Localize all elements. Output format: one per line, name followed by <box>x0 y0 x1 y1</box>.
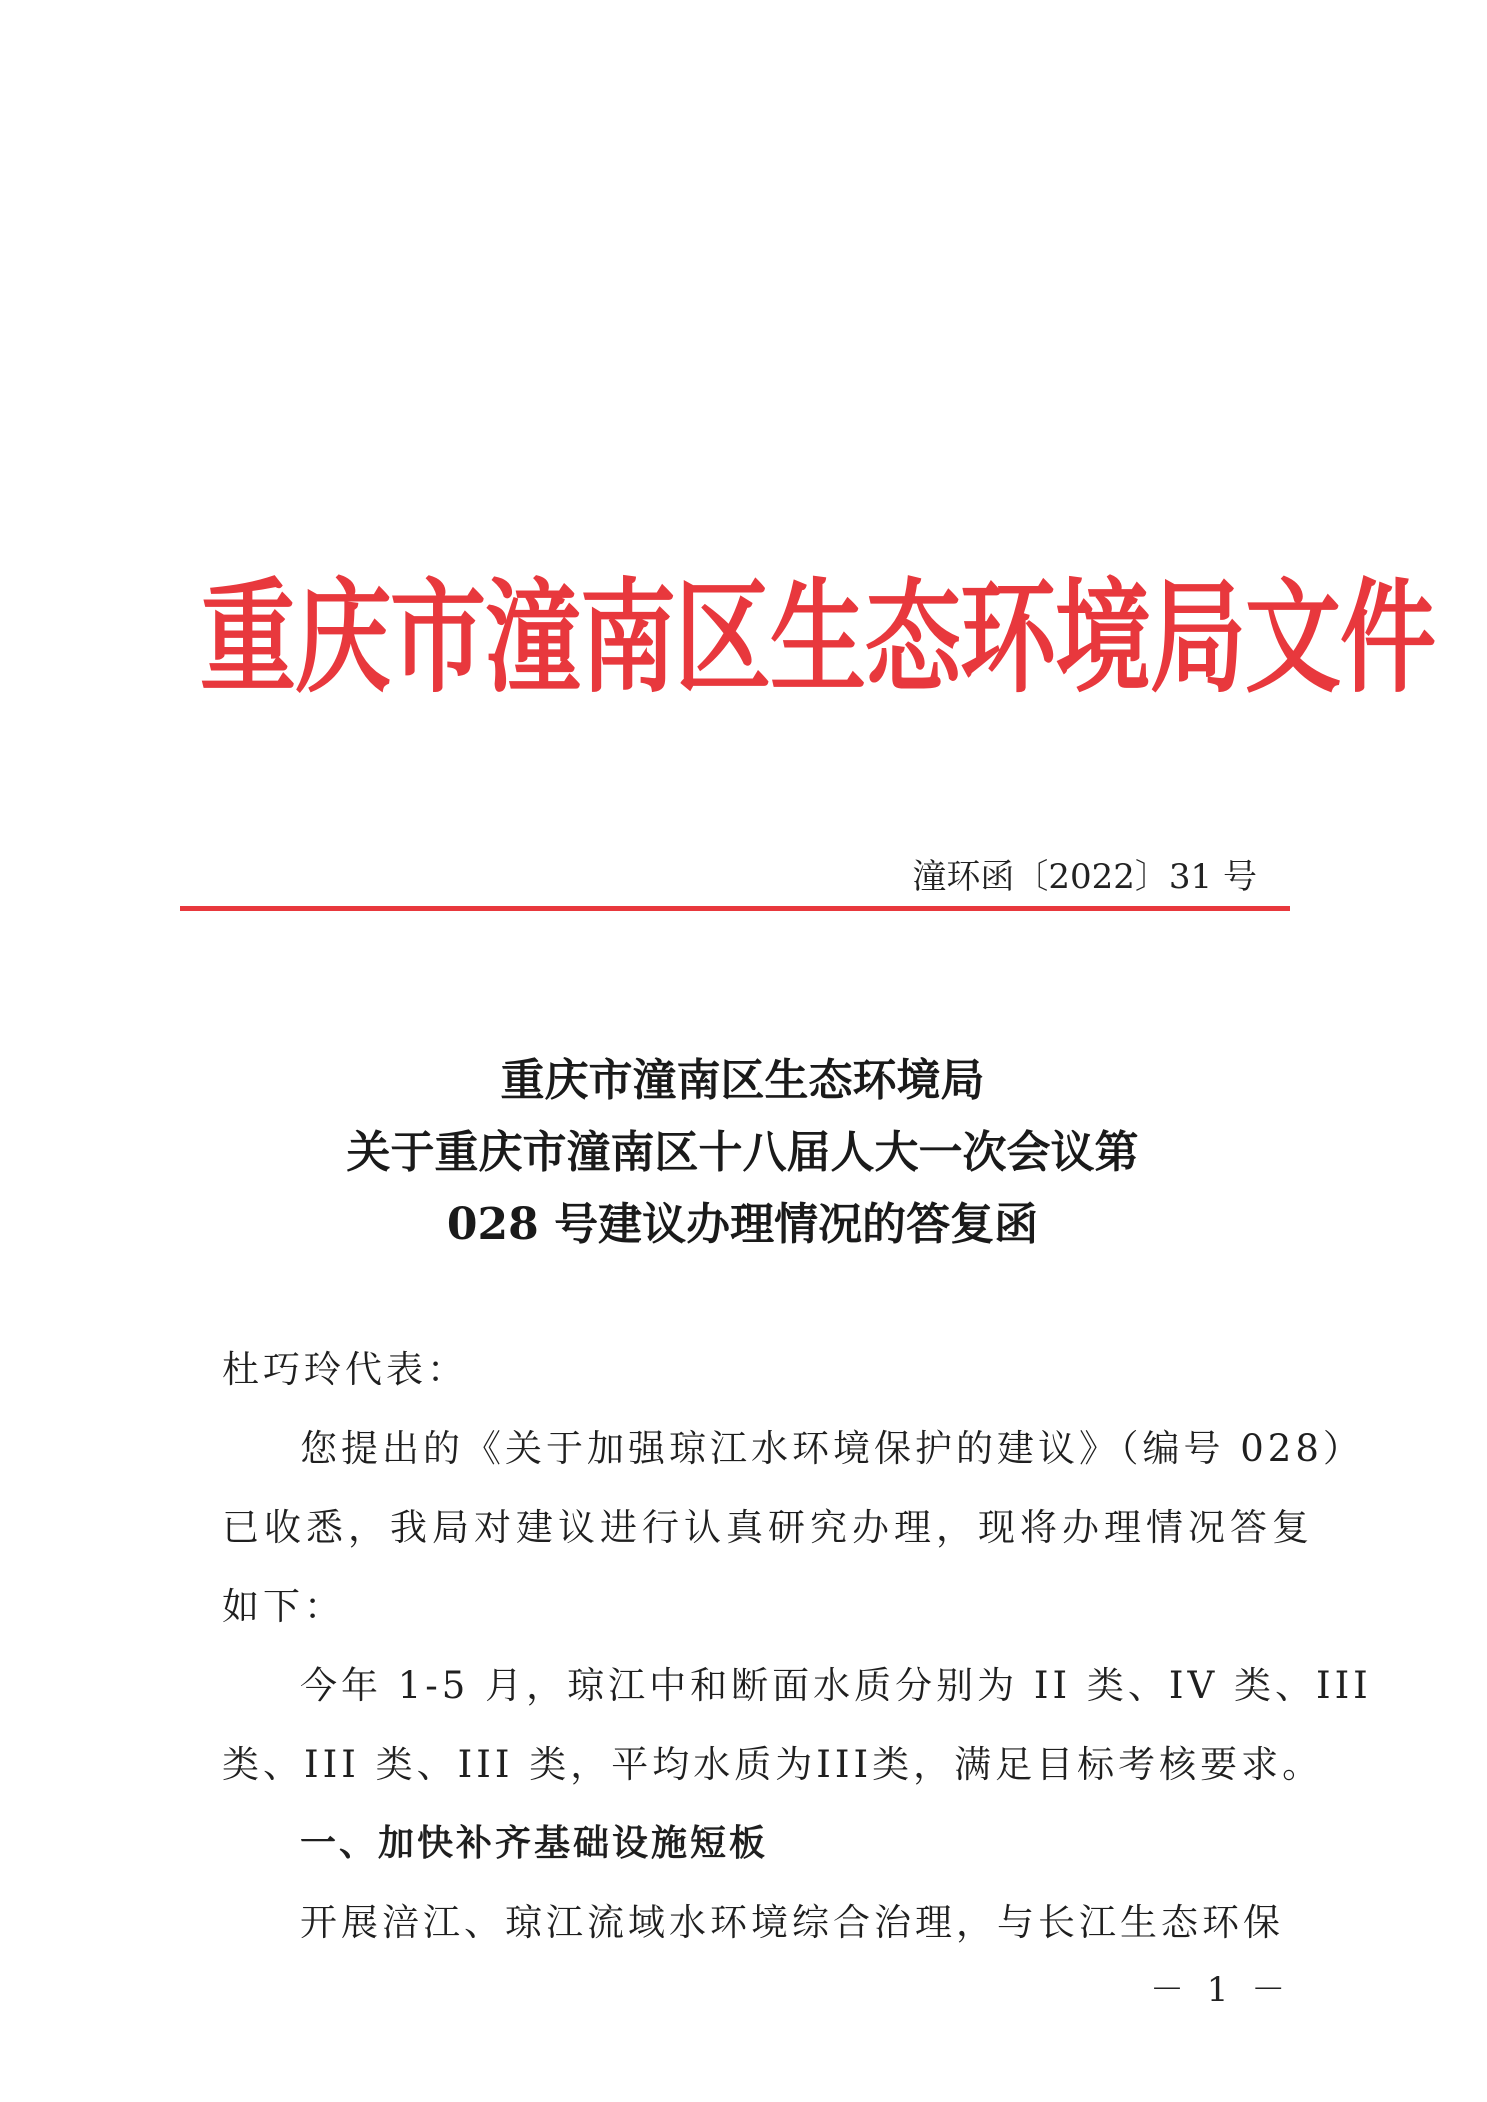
page-number: － 1 － <box>1150 1970 1292 2010</box>
red-header-title: 重庆市潼南区生态环境局文件 <box>200 566 1435 710</box>
paragraph-1-line-3: 如下： <box>222 1585 345 1628</box>
document-title-line-3: 028 号建议办理情况的答复函 <box>446 1199 1039 1250</box>
document-title-line-1: 重庆市潼南区生态环境局 <box>500 1055 985 1106</box>
document-title <box>180 1045 1305 1261</box>
paragraph-1-line-1: 您提出的《关于加强琼江水环境保护的建议》（编号 028） <box>300 1427 1364 1470</box>
paragraph-2-line-1: 今年 1-5 月，琼江中和断面水质分别为 II 类、IV 类、III <box>300 1664 1372 1707</box>
paragraph-1-line-2: 已收悉，我局对建议进行认真研究办理，现将办理情况答复 <box>222 1506 1314 1549</box>
salutation: 杜巧玲代表： <box>222 1348 468 1391</box>
document-body <box>222 1330 1372 1962</box>
document-title-line-2: 关于重庆市潼南区十八届人大一次会议第 <box>346 1127 1139 1178</box>
section-1-heading: 一、加快补齐基础设施短板 <box>300 1823 769 1864</box>
document-number: 潼环函〔2022〕31 号 <box>912 857 1257 897</box>
paragraph-2-line-2: 类、III 类、III 类，平均水质为III类，满足目标考核要求。 <box>222 1743 1324 1786</box>
red-divider-line <box>180 906 1290 911</box>
section-1-line-1: 开展涪江、琼江流域水环境综合治理，与长江生态环保 <box>300 1901 1284 1944</box>
